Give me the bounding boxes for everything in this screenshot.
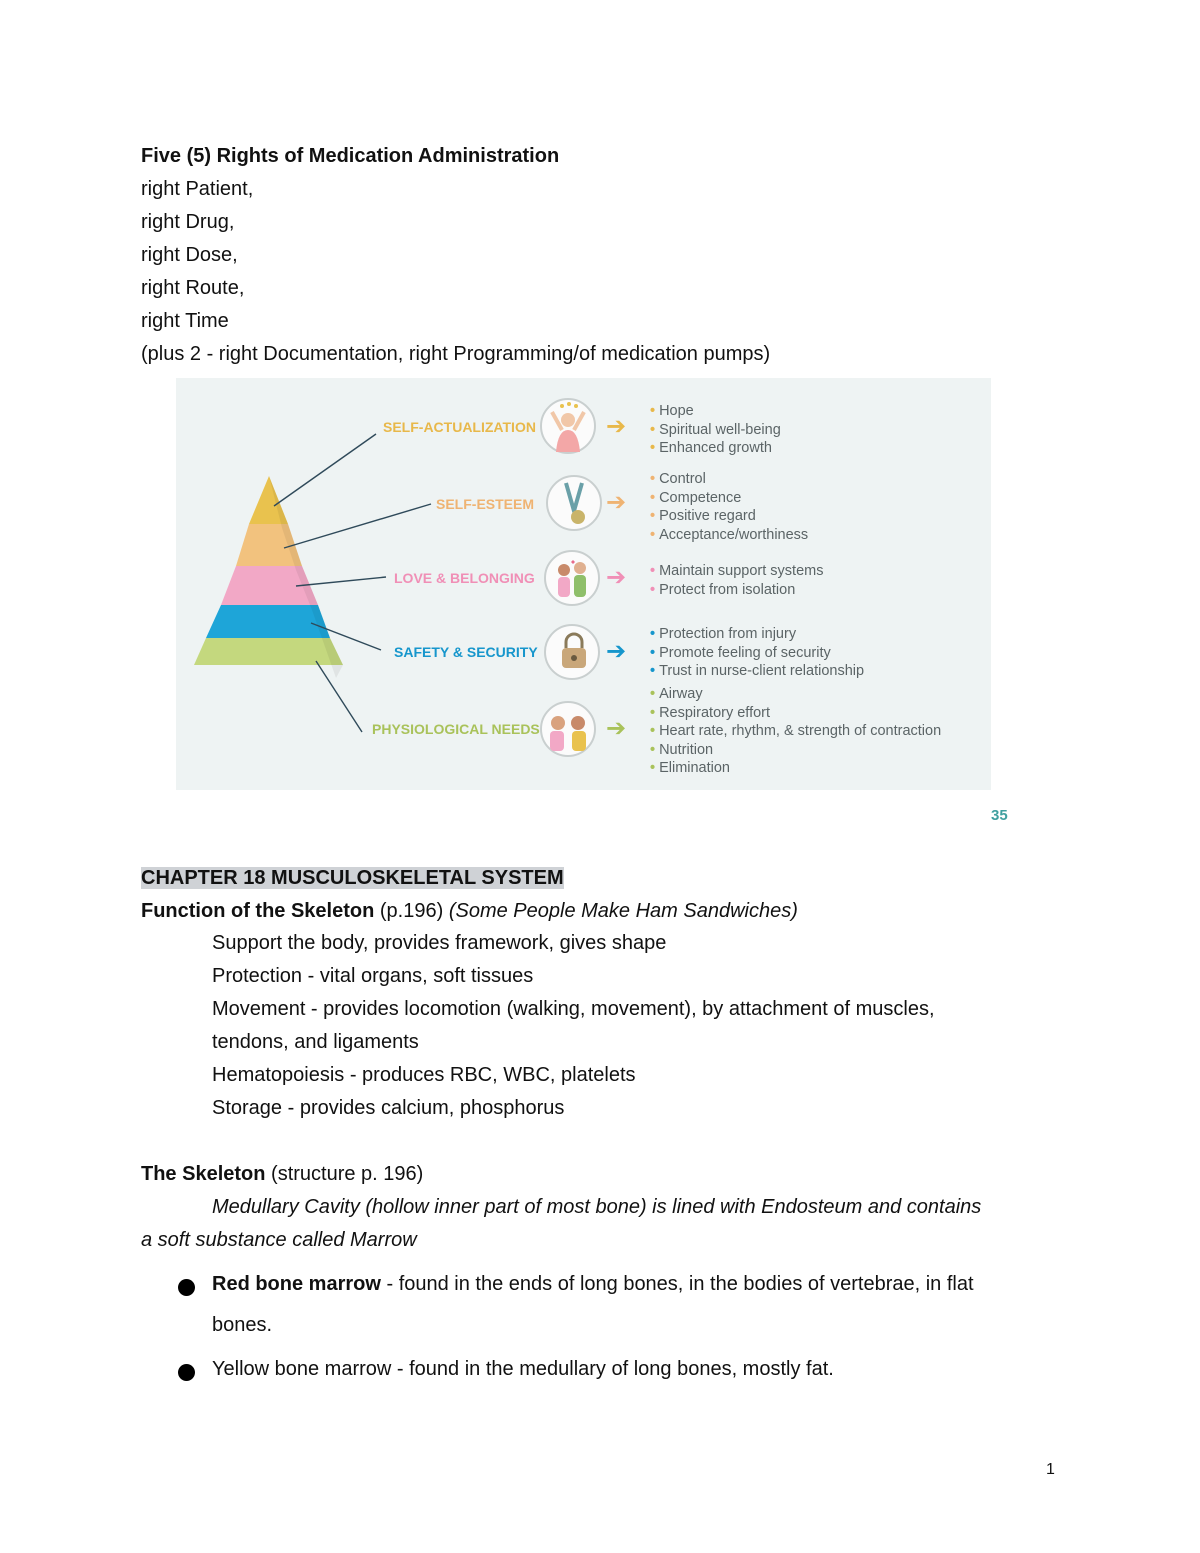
person-arms-up-icon — [540, 398, 596, 454]
connector-self-actualization — [274, 434, 376, 506]
yellow-marrow-item: Yellow bone marrow - found in the medullary of long bones, mostly fat. — [212, 1358, 834, 1380]
couple-icon — [544, 550, 600, 606]
outcome-item: • Elimination — [650, 760, 730, 777]
level-label-self-esteem: SELF-ESTEEM — [436, 496, 535, 512]
connector-self-esteem — [284, 504, 431, 548]
outcome-item: • Airway — [650, 686, 703, 702]
function-heading: Function of the Skeleton (p.196) (Some People Make Ham Sandwiches) — [141, 900, 798, 922]
pyramid-tier-safety-security — [206, 605, 330, 638]
outcome-item: • Heart rate, rhythm, & strength of contraction — [650, 723, 942, 740]
right-time: right Time — [141, 310, 229, 332]
pyramid-tier-physiological — [194, 638, 343, 665]
rights-plus-two: (plus 2 - right Documentation, right Programming/of medication pumps) — [141, 343, 771, 365]
function-support: Support the body, provides framework, gives shape — [212, 932, 667, 954]
skeleton-heading: The Skeleton (structure p. 196) — [141, 1163, 424, 1185]
function-protection: Protection - vital organs, soft tissues — [212, 965, 534, 987]
medal-icon — [546, 475, 602, 531]
outcome-item: • Hope — [650, 403, 694, 419]
figure-page-number: 35 — [991, 807, 1008, 824]
arrow-self-esteem-icon: ➔ — [606, 489, 627, 516]
outcome-item: • Control — [650, 471, 706, 487]
level-label-safety-security: SAFETY & SECURITY — [394, 644, 538, 660]
function-storage: Storage - provides calcium, phosphorus — [212, 1097, 565, 1119]
right-route: right Route, — [141, 277, 245, 299]
outcome-item: • Enhanced growth — [650, 440, 772, 457]
rights-title: Five (5) Rights of Medication Administration — [141, 145, 560, 167]
arrow-safety-security-icon: ➔ — [606, 638, 627, 665]
arrow-physiological-icon: ➔ — [606, 715, 627, 742]
outcome-item: • Acceptance/worthiness — [650, 526, 809, 543]
padlock-icon — [544, 624, 600, 680]
arrow-self-actualization-icon: ➔ — [606, 413, 627, 440]
level-label-physiological: PHYSIOLOGICAL NEEDS — [372, 721, 540, 737]
outcome-item: • Respiratory effort — [650, 704, 771, 721]
bullet-icon — [178, 1364, 195, 1381]
right-patient: right Patient, — [141, 178, 254, 200]
outcome-item: • Protection from injury — [650, 626, 797, 642]
right-drug: right Drug, — [141, 211, 235, 233]
page-number: 1 — [1046, 1461, 1055, 1478]
outcome-item: • Positive regard — [650, 508, 756, 525]
outcomes-self-actualization — [650, 402, 781, 458]
outcome-item: • Trust in nurse-client relationship — [650, 663, 865, 680]
breathing-people-icon — [540, 701, 596, 757]
outcomes-physiological — [650, 685, 941, 778]
outcome-item: • Competence — [650, 489, 742, 506]
outcome-item: • Spiritual well-being — [650, 421, 781, 438]
outcomes-self-esteem — [650, 470, 808, 544]
outcomes-safety-security — [650, 625, 864, 681]
maslow-hierarchy-figure — [176, 378, 991, 790]
outcomes-love-belonging — [650, 562, 823, 599]
red-marrow-item: Red bone marrow - found in the ends of long bones, in the bodies of vertebrae, in flat — [212, 1273, 974, 1295]
chapter-heading: CHAPTER 18 MUSCULOSKELETAL SYSTEM — [141, 867, 564, 889]
outcome-item: • Nutrition — [650, 741, 714, 758]
red-marrow-cont: bones. — [212, 1314, 273, 1336]
right-dose: right Dose, — [141, 244, 238, 266]
connector-love-belonging — [296, 577, 386, 586]
medullary-line-2: a soft substance called Marrow — [141, 1229, 417, 1251]
function-hematopoiesis: Hematopoiesis - produces RBC, WBC, platelets — [212, 1064, 636, 1086]
medullary-line-1: Medullary Cavity (hollow inner part of most bone) is lined with Endosteum and contains — [212, 1196, 982, 1218]
arrow-love-belonging-icon: ➔ — [606, 564, 627, 591]
level-label-love-belonging: LOVE & BELONGING — [394, 570, 535, 586]
function-movement: Movement - provides locomotion (walking, movement), by attachment of muscles, — [212, 998, 935, 1020]
outcome-item: • Maintain support systems — [650, 563, 824, 579]
bullet-icon — [178, 1279, 195, 1296]
outcome-item: • Protect from isolation — [650, 581, 796, 598]
function-movement-cont: tendons, and ligaments — [212, 1031, 419, 1053]
level-label-self-actualization: SELF-ACTUALIZATION — [383, 419, 536, 435]
outcome-item: • Promote feeling of security — [650, 644, 831, 661]
